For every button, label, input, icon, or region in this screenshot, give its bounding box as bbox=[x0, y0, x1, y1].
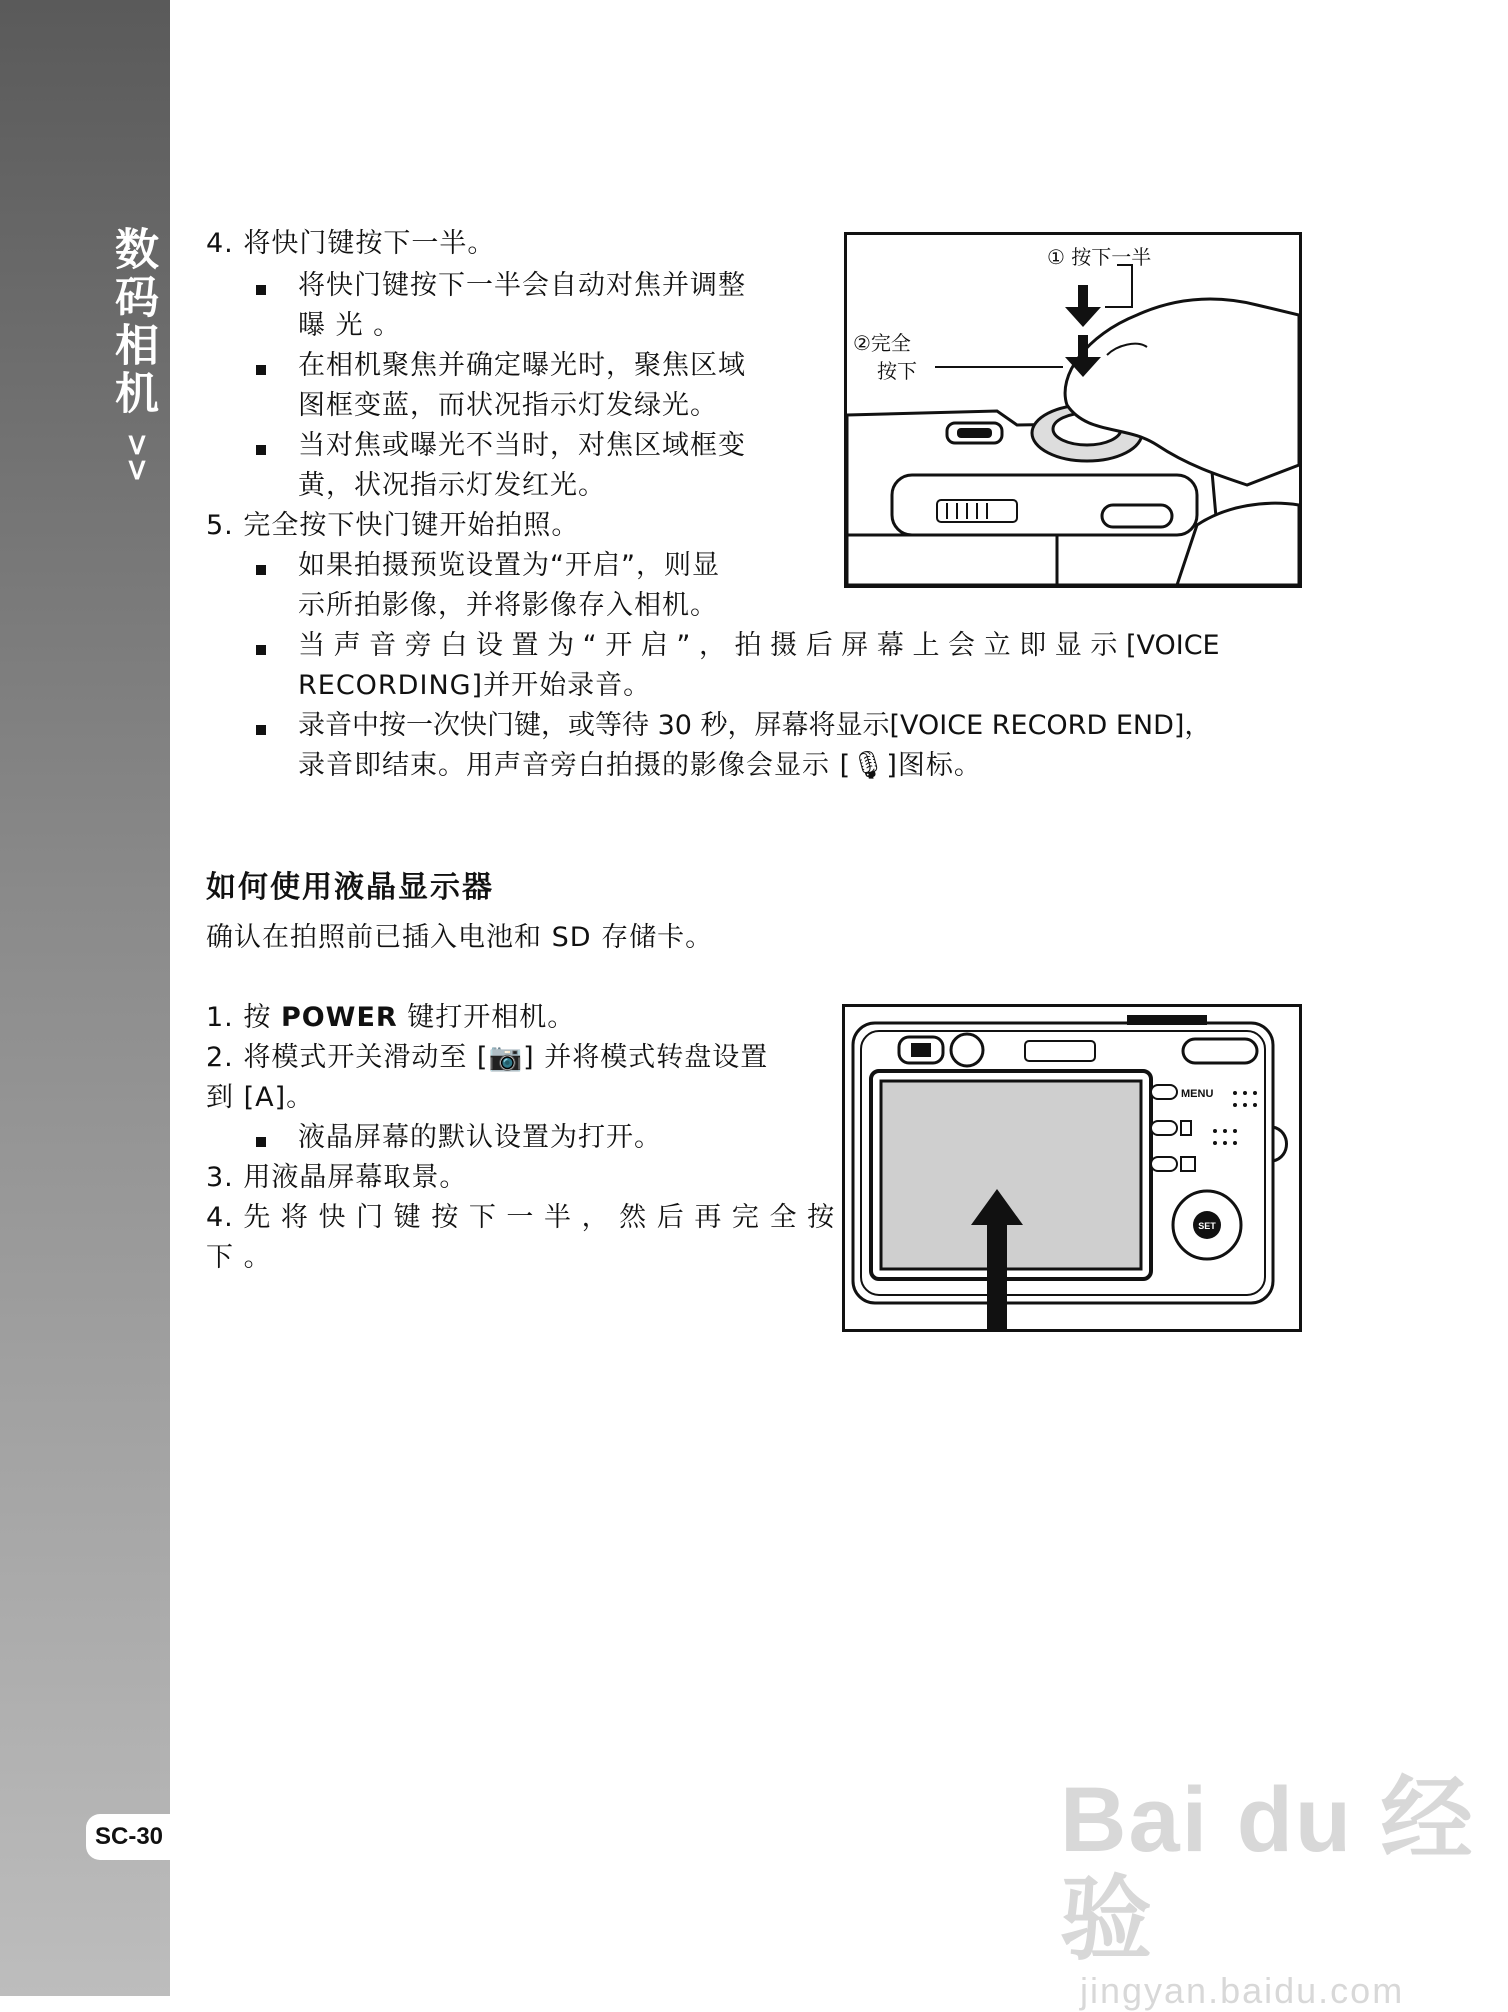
label-full-press-a: ②完全 bbox=[853, 331, 911, 355]
bullet-line: 录音中按一次快门键，或等待 30 秒，屏幕将显示[VOICE RECORD END]， bbox=[298, 710, 1212, 741]
bullet-icon bbox=[256, 725, 266, 735]
bullet-line: 黄，状况指示灯发红光。 bbox=[298, 470, 606, 501]
step-3-line: 3. 用液晶屏幕取景。 bbox=[206, 1162, 468, 1193]
bullet-line: 曝 光 。 bbox=[298, 310, 402, 341]
sidebar bbox=[0, 0, 170, 1996]
bullet-icon bbox=[256, 365, 266, 375]
step-5-line: 5. 完全按下快门键开始拍照。 bbox=[206, 510, 580, 541]
step-4-line: 4. 将快门键按下一半。 bbox=[206, 228, 496, 259]
bullet-icon bbox=[256, 285, 266, 295]
step-1-line: 1. 按 POWER 键打开相机。 bbox=[206, 1002, 576, 1033]
camera-back-illustration bbox=[845, 1007, 1299, 1329]
bullet-line: 录音即结束。用声音旁白拍摄的影像会显示 [🎙]图标。 bbox=[298, 750, 982, 781]
chevron-right-icon: >> bbox=[119, 432, 155, 483]
bullet-line: 当 声 音 旁 白 设 置 为 “ 开 启 ” ， 拍 摄 后 屏 幕 上 会 立 即 显 示 [VOICE bbox=[298, 630, 1220, 661]
chapter-title: 数码相机 bbox=[107, 226, 158, 418]
bullet-line: 液晶屏幕的默认设置为打开。 bbox=[298, 1122, 662, 1153]
bullet-line: 当对焦或曝光不当时，对焦区域框变 bbox=[298, 430, 746, 461]
bullet-line: RECORDING]并开始录音。 bbox=[298, 670, 652, 701]
menu-label: MENU bbox=[1181, 1088, 1214, 1100]
section-heading: 如何使用液晶显示器 bbox=[206, 870, 494, 905]
step-4-line: 下 。 bbox=[206, 1242, 272, 1273]
page-number: SC-30 bbox=[86, 1814, 172, 1860]
bullet-line: 示所拍影像，并将影像存入相机。 bbox=[298, 590, 718, 621]
camera-top-illustration bbox=[847, 235, 1299, 585]
intro-line: 确认在拍照前已插入电池和 SD 存储卡。 bbox=[206, 922, 714, 953]
baidu-watermark: Bai du 经验 jingyan.baidu.com bbox=[1060, 1769, 1475, 2011]
set-button-label: SET bbox=[1198, 1221, 1216, 1231]
step-4-line: 4. 先 将 快 门 键 按 下 一 半 ， 然 后 再 完 全 按 bbox=[206, 1202, 836, 1233]
label-half-press: ① 按下一半 bbox=[1047, 245, 1152, 269]
bullet-icon bbox=[256, 565, 266, 575]
step-2-line: 到 [A]。 bbox=[206, 1082, 315, 1113]
step-2-line: 2. 将模式开关滑动至 [📷] 并将模式转盘设置 bbox=[206, 1042, 769, 1073]
bullet-icon bbox=[256, 1137, 266, 1147]
bullet-line: 如果拍摄预览设置为“开启”，则显 bbox=[298, 550, 720, 581]
bullet-line: 在相机聚焦并确定曝光时，聚焦区域 bbox=[298, 350, 746, 381]
label-full-press-b: 按下 bbox=[877, 359, 917, 383]
bullet-line: 将快门键按下一半会自动对焦并调整 bbox=[298, 270, 746, 301]
bullet-icon bbox=[256, 445, 266, 455]
bullet-line: 图框变蓝，而状况指示灯发绿光。 bbox=[298, 390, 718, 421]
camera-back-figure bbox=[842, 1004, 1302, 1332]
shutter-press-figure bbox=[844, 232, 1302, 588]
bullet-icon bbox=[256, 645, 266, 655]
